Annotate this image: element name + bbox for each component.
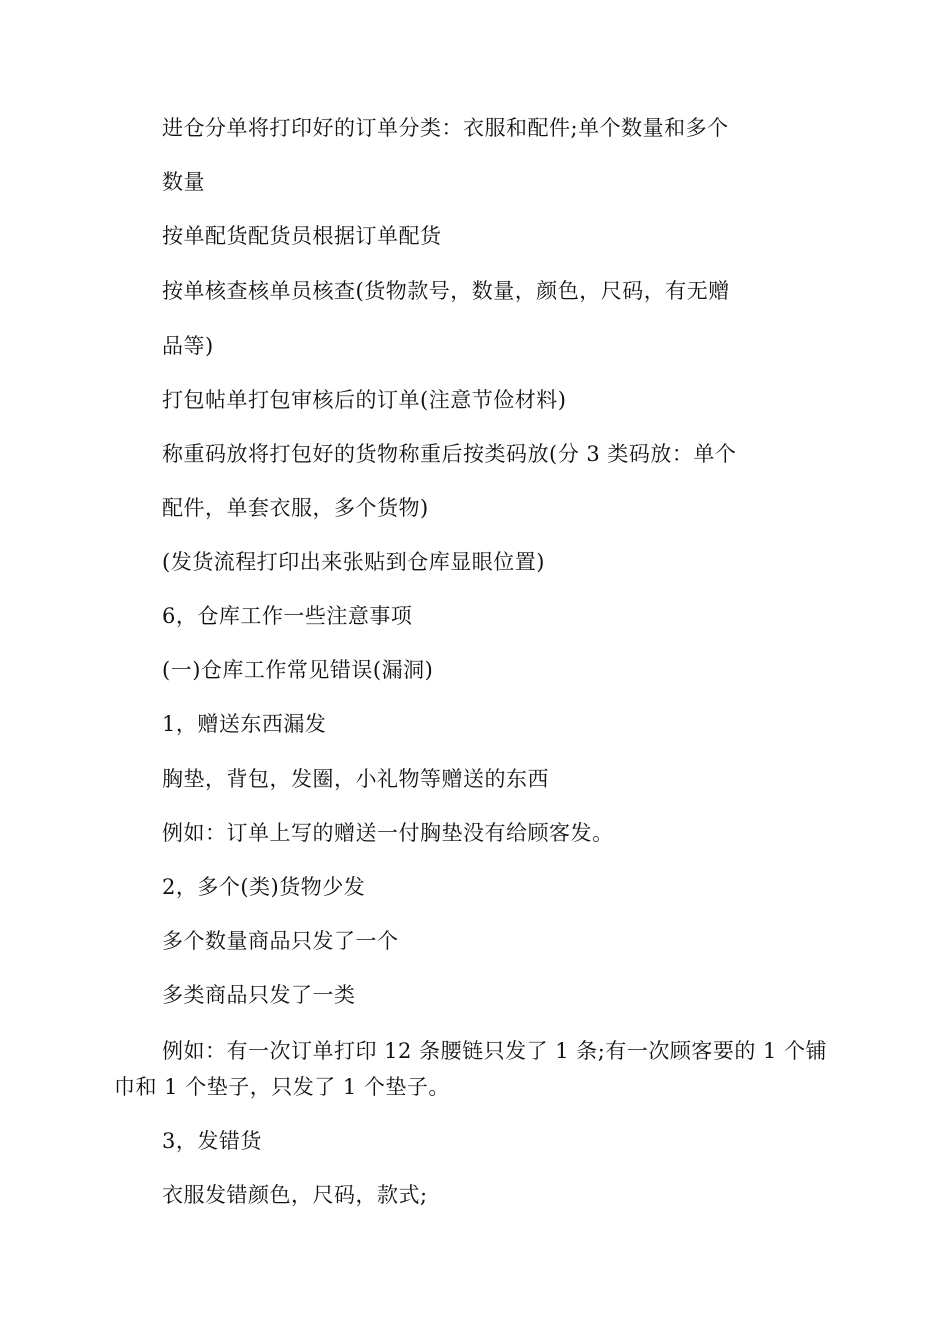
item-heading: 2，多个(类)货物少发 <box>162 875 366 899</box>
text-line: 进仓分单将打印好的订单分类：衣服和配件;单个数量和多个 <box>162 116 729 140</box>
text-line: 称重码放将打包好的货物称重后按类码放(分 3 类码放：单个 <box>162 442 737 466</box>
text-line: 多个数量商品只发了一个 <box>162 929 399 953</box>
text-line: 例如：有一次订单打印 12 条腰链只发了 1 条;有一次顾客要的 1 个铺 <box>162 1039 828 1063</box>
text-line: 多类商品只发了一类 <box>162 983 356 1007</box>
section-heading: 6，仓库工作一些注意事项 <box>162 604 413 628</box>
text-line: 数量 <box>162 170 205 194</box>
text-line: 品等) <box>162 334 214 358</box>
item-heading: 1，赠送东西漏发 <box>162 712 327 736</box>
subsection-heading: (一)仓库工作常见错误(漏洞) <box>162 658 434 682</box>
text-line: 胸垫，背包，发圈，小礼物等赠送的东西 <box>162 767 549 791</box>
text-line: 配件，单套衣服，多个货物) <box>162 496 429 520</box>
text-line: 打包帖单打包审核后的订单(注意节俭材料) <box>162 388 567 412</box>
text-line: 巾和 1 个垫子，只发了 1 个垫子。 <box>114 1075 450 1099</box>
text-line: (发货流程打印出来张贴到仓库显眼位置) <box>162 550 545 574</box>
text-line: 衣服发错颜色，尺码，款式; <box>162 1183 428 1207</box>
text-line: 例如：订单上写的赠送一付胸垫没有给顾客发。 <box>162 821 614 845</box>
text-line: 按单配货配货员根据订单配货 <box>162 224 442 248</box>
text-line: 按单核查核单员核查(货物款号，数量，颜色，尺码，有无赠 <box>162 279 730 303</box>
item-heading: 3，发错货 <box>162 1129 262 1153</box>
